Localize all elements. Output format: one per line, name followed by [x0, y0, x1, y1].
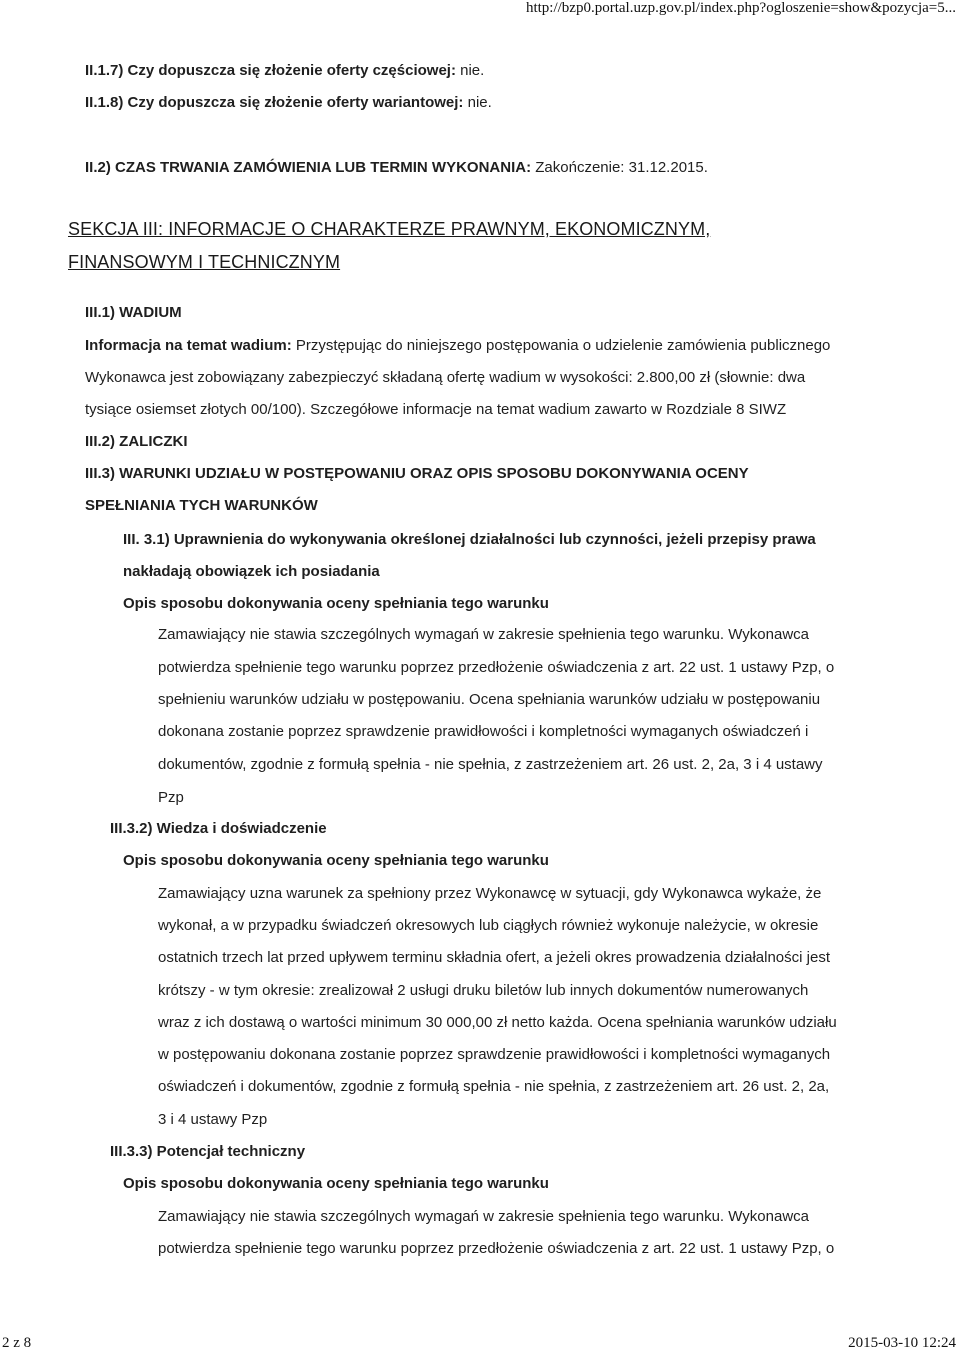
- heading-uprawnienia-line2: nakładają obowiązek ich posiadania: [123, 563, 380, 580]
- opis-label: Opis sposobu dokonywania oceny spełniania tego warunku: [123, 1175, 549, 1192]
- heading-warunki-line2: SPEŁNIANIA TYCH WARUNKÓW: [85, 497, 318, 514]
- wadium-line-2: Wykonawca jest zobowiązany zabezpieczyć składaną ofertę wadium w wysokości: 2.800,00 zł (słownie: dwa: [85, 369, 806, 386]
- paragraph-line: Zamawiający nie stawia szczególnych wymagań w zakresie spełnienia tego warunku. Wykonawca: [158, 1208, 809, 1225]
- heading-wiedza: III.3.2) Wiedza i doświadczenie: [110, 820, 327, 837]
- paragraph-line: ostatnich trzech lat przed upływem terminu składnia ofert, a jeżeli okres prowadzenia działalności jest: [158, 949, 830, 966]
- text: Przystępując do niniejszego postępowania o udzielenie zamówienia publicznego: [291, 337, 831, 354]
- section-heading-line1: SEKCJA III: INFORMACJE O CHARAKTERZE PRAWNYM, EKONOMICZNYM,: [68, 219, 711, 239]
- heading-uprawnienia-line1: III. 3.1) Uprawnienia do wykonywania określonej działalności lub czynności, jeżeli przepisy prawa: [123, 531, 816, 548]
- wadium-line-3: tysiące osiemset złotych 00/100). Szczegółowe informacje na temat wadium zawarto w Rozdziale 8 SIWZ: [85, 401, 787, 418]
- opis-label: Opis sposobu dokonywania oceny spełniania tego warunku: [123, 852, 549, 869]
- paragraph-line: Pzp: [158, 789, 184, 806]
- section-heading-line2: FINANSOWYM I TECHNICZNYM: [68, 252, 341, 272]
- field-label: II.1.7) Czy dopuszcza się złożenie oferty częściowej:: [85, 62, 456, 79]
- opis-label: Opis sposobu dokonywania oceny spełniania tego warunku: [123, 595, 549, 612]
- heading-zaliczki: III.2) ZALICZKI: [85, 433, 188, 450]
- paragraph-line: krótszy - w tym okresie: zrealizował 2 usługi druku biletów lub innych dokumentów numerowanych: [158, 982, 809, 999]
- paragraph-line: spełnieniu warunków udziału w postępowaniu. Ocena spełniania warunków udziału w postępowaniu: [158, 691, 821, 708]
- field-label: II.1.8) Czy dopuszcza się złożenie oferty wariantowej:: [85, 94, 464, 111]
- paragraph-line: Zamawiający nie stawia szczególnych wymagań w zakresie spełnienia tego warunku. Wykonawca: [158, 626, 809, 643]
- paragraph-line: potwierdza spełnienie tego warunku poprzez przedłożenie oświadczenia z art. 22 ust. 1 ustawy Pzp, o: [158, 1240, 835, 1257]
- heading-wadium: III.1) WADIUM: [85, 304, 182, 321]
- paragraph-line: 3 i 4 ustawy Pzp: [158, 1111, 268, 1128]
- heading-potencjal: III.3.3) Potencjał techniczny: [110, 1143, 306, 1160]
- paragraph-line: oświadczeń i dokumentów, zgodnie z formułą spełnia - nie spełnia, z zastrzeżeniem art. 26 ust. 2, 2a,: [158, 1078, 830, 1095]
- field-value: nie.: [455, 62, 485, 79]
- field-value: Zakończenie: 31.12.2015.: [531, 159, 708, 176]
- paragraph-line: Zamawiający uzna warunek za spełniony przez Wykonawcę w sytuacji, gdy Wykonawca wykaże, że: [158, 885, 822, 902]
- paragraph-line: wykonał, a w przypadku świadczeń okresowych lub ciągłych również wykonuje należycie, w okresie: [158, 917, 819, 934]
- field-label: Informacja na temat wadium:: [85, 337, 292, 354]
- paragraph-line: w postępowaniu dokonana zostanie poprzez sprawdzenie prawidłowości i kompletności wymaganych: [158, 1046, 831, 1063]
- line-II-1-7: [85, 61, 484, 81]
- field-label: II.2) CZAS TRWANIA ZAMÓWIENIA LUB TERMIN WYKONANIA:: [85, 159, 532, 176]
- paragraph-line: potwierdza spełnienie tego warunku poprzez przedłożenie oświadczenia z art. 22 ust. 1 ustawy Pzp, o: [158, 659, 835, 676]
- page-number: 2 z 8: [2, 1335, 32, 1351]
- heading-warunki-line1: III.3) WARUNKI UDZIAŁU W POSTĘPOWANIU ORAZ OPIS SPOSOBU DOKONYWANIA OCENY: [85, 465, 749, 482]
- line-II-2: [85, 158, 708, 178]
- paragraph-line: dokumentów, zgodnie z formułą spełnia - nie spełnia, z zastrzeżeniem art. 26 ust. 2, 2a, 3 i 4 ustawy: [158, 756, 823, 773]
- print-datetime: 2015-03-10 12:24: [848, 1335, 956, 1351]
- paragraph-line: dokonana zostanie poprzez sprawdzenie prawidłowości i kompletności wymaganych oświadczeń i: [158, 723, 809, 740]
- field-value: nie.: [463, 94, 492, 111]
- wadium-line-1: [85, 336, 830, 356]
- paragraph-line: wraz z ich dostawą o wartości minimum 30 000,00 zł netto każda. Ocena spełniania warunków udziału: [158, 1014, 837, 1031]
- line-II-1-8: [85, 93, 492, 113]
- print-url: http://bzp0.portal.uzp.gov.pl/index.php?ogloszenie=show&pozycja=5...: [525, 0, 956, 16]
